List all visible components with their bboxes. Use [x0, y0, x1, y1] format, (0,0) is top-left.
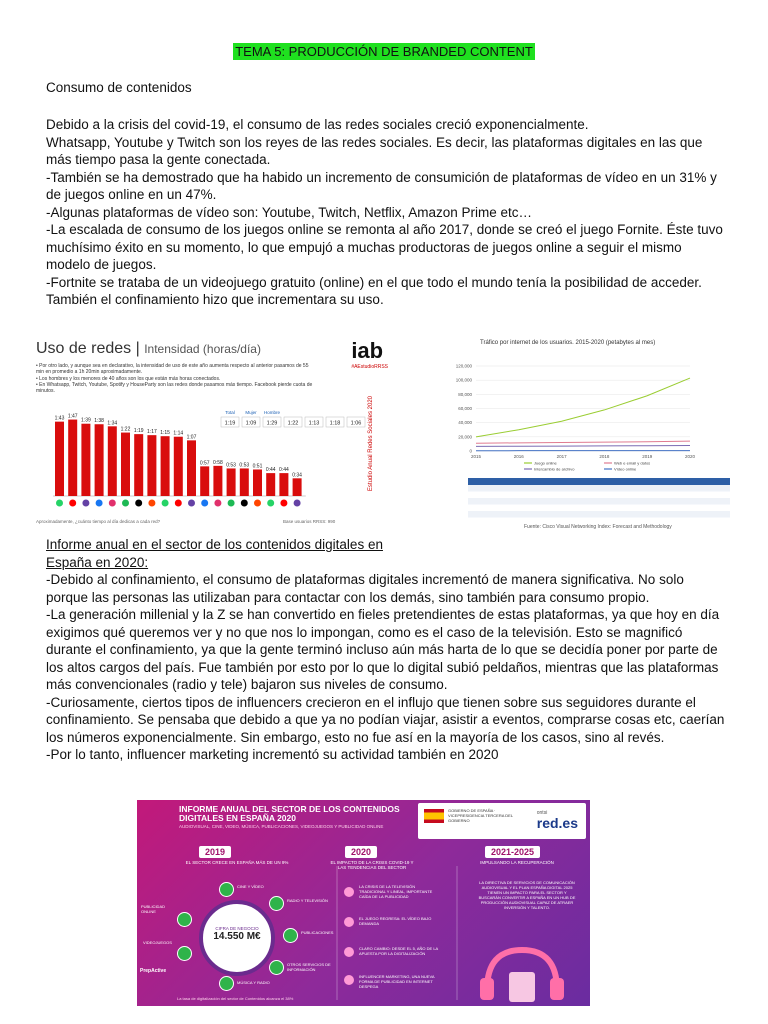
- megaphone-icon: [344, 975, 354, 985]
- figure2-line-chart: [428, 336, 736, 532]
- paragraph: -También se ha demostrado que ha habido un incremento de consumición de plataformas de vídeo en un 31% y de juegos online en un 47%.: [46, 169, 717, 202]
- legend-label: Juego online: [534, 460, 557, 466]
- social-network-icon: [201, 500, 208, 507]
- device-icon: [344, 947, 354, 957]
- paragraph: Whatsapp, Youtube y Twitch son los reyes de las redes sociales. Es decir, las plataformas digitales en las que más tiempo pasa la gente conectada.: [46, 134, 703, 167]
- social-network-icon: [241, 500, 248, 507]
- internet-traffic-figure: [428, 336, 736, 532]
- paragraph: -Debido al confinamiento, el consumo de plataformas digitales incrementó de manera significativa. No solo porque las personas las utilizaban para contactar con los demás, sino también para consumo propio.: [46, 572, 684, 605]
- tv-icon: [344, 887, 354, 897]
- series-line: [476, 378, 690, 437]
- figure1-bar-chart: [33, 336, 396, 528]
- social-network-icon: [294, 500, 301, 507]
- table-row: [468, 498, 730, 505]
- prepactive-logo: PrepActive: [140, 968, 167, 974]
- bullet-text: Por otro lado, y aunque sea en declarativo, la intensidad de uso de este año aumenta respecto al anterior pasamos de 55 min en promedio a 1h 20min aproximadamente.: [36, 363, 309, 376]
- document-title: [0, 43, 768, 61]
- play-icon: [344, 917, 354, 927]
- paragraph: -Algunas plataformas de vídeo son: Youtube, Twitch, Netflix, Amazon Prime etc…: [46, 204, 533, 220]
- y-tick-label: 80,000: [458, 391, 472, 397]
- social-network-icon: [188, 500, 195, 507]
- social-network-icon: [135, 500, 142, 507]
- bar: [147, 435, 156, 496]
- node-label: CINE Y VÍDEO: [237, 884, 264, 889]
- bar: [174, 437, 183, 496]
- bar: [81, 424, 90, 496]
- section2-body: [46, 536, 726, 764]
- bar: [55, 422, 64, 496]
- bar: [240, 468, 249, 496]
- series-line: [476, 441, 690, 443]
- node-label: PUBLICIDAD ONLINE: [141, 904, 166, 914]
- figure1-subtitle: Intensidad (horas/día): [144, 342, 261, 356]
- figure2-title: Tráfico por internet de los usuarios. 2015-2020 (petabytes al mes): [480, 340, 656, 346]
- section1-heading: Consumo de contenidos: [46, 80, 192, 95]
- paragraph: -La generación millenial y la Z se han convertido en fieles pretendientes de estas plataformas, ya que hoy en día exigimos qué queremos ver y no que nos lo impongan, como es el caso de la televisión. Esto se magnificó durante el confinamiento, ya que la gente terminó incluso aún más harta de lo que se decidía poner por parte de los altos cargos del país. Fue también por esto por lo que lo digital subió peldaños, mientras que las plataformas más convencionales (radio y tele) bajaron sus niveles de consumo.: [46, 607, 720, 692]
- bullet: • Los hombres y los menores de 40 años son los que están más horas conectados.: [36, 375, 221, 382]
- series-line: [476, 446, 690, 447]
- blurb-vod: EL JUEGO REGRESA: EL VÍDEO BAJO DEMANDA: [359, 916, 432, 926]
- y-tick-label: 100,000: [455, 377, 472, 383]
- x-tick-label: 2018: [599, 454, 610, 459]
- bar-value-label: 0:34: [292, 472, 302, 479]
- caption-covid-impact: EL IMPACTO DE LA CRISIS COVID-19 Y LAS TENDENCIAS DEL SECTOR: [330, 860, 414, 870]
- table-row: [468, 505, 730, 512]
- paragraph: -Curiosamente, ciertos tipos de influencers crecieron en el influjo que tienen sobre sus seguidores durante el confinamiento. Se pensaba que debido a que ya no podían viajar, asistir a eventos, comprarse cosas etc, caerían los números exponencialmente. Sin embargo, esto no fue así en la mayoría de los casos, sino al revés.: [46, 694, 725, 745]
- bar-value-label: 0:44: [265, 467, 276, 474]
- node-label: VIDEOJUEGOS: [143, 940, 172, 945]
- social-network-icon: [162, 500, 169, 507]
- bar: [266, 473, 275, 496]
- bar-value-label: 1:19: [133, 428, 144, 435]
- iab-logo-sub: #AEstudioRRSS: [351, 364, 388, 370]
- bar-value-label: 1:14: [173, 430, 184, 437]
- y-tick-label: 40,000: [458, 420, 472, 426]
- iab-logo-text: iab: [351, 338, 384, 363]
- figure2-source: Fuente: Cisco Visual Networking Index: Forecast and Methodology: [524, 524, 672, 530]
- year-badge-2021-2025: 2021-2025: [485, 846, 540, 858]
- infographic-title: INFORME ANUAL DEL SECTOR DE LOS CONTENIDOS DIGITALES EN ESPAÑA 2020: [179, 804, 400, 823]
- bar-value-label: 1:34: [107, 420, 118, 427]
- bar-value-label: 1:07: [186, 434, 197, 441]
- node-label: RADIO Y TELEVISIÓN: [287, 898, 328, 903]
- bar-value-label: 0:53: [226, 462, 236, 469]
- social-network-icon: [56, 500, 63, 507]
- summary-value: 1:09: [245, 420, 257, 427]
- social-network-icon: [122, 500, 129, 507]
- x-tick-label: 2015: [470, 454, 482, 459]
- bar-value-label: 1:43: [54, 415, 65, 422]
- social-network-icon: [214, 500, 221, 507]
- bar-value-label: 0:58: [213, 459, 223, 466]
- bar: [200, 466, 209, 496]
- x-tick-label: 2020: [684, 454, 696, 459]
- bar: [293, 478, 302, 496]
- y-tick-label: 120,000: [455, 363, 472, 369]
- social-network-icon: [96, 500, 103, 507]
- summary-value: 1:22: [287, 420, 299, 427]
- summary-label: Mujer: [245, 410, 257, 415]
- legend-label: Vídeo online: [614, 466, 637, 472]
- table-row: [468, 511, 730, 518]
- bar-value-label: 0:57: [199, 460, 210, 467]
- bar: [161, 436, 170, 496]
- caption-growth: EL SECTOR CRECE EN ESPAÑA MÁS DE UN 9%: [185, 860, 289, 865]
- table-row: [468, 485, 730, 492]
- paragraph: -La escalada de consumo de los juegos online se remonta al año 2017, donde se creó el juego Fornite. Éste tuvo muchísimo éxito en su momento, lo que empujó a muchas productoras de juegos online a seguir el mismo modelo de juegos.: [46, 222, 723, 272]
- social-network-icon: [267, 500, 274, 507]
- summary-value: 1:13: [308, 420, 320, 427]
- bar: [95, 424, 104, 496]
- figure1-side-label: Estudio Anual Redes Sociales 2020: [368, 396, 374, 492]
- node-label: PUBLICACIONES: [301, 930, 334, 935]
- figure1-footer: Aproximadamente, ¿cuánto tiempo al día dedicas a cada red?: [36, 519, 161, 524]
- social-media-usage-figure: [33, 336, 396, 528]
- figure1-title: Uso de redes: [36, 340, 132, 357]
- summary-value: 1:19: [224, 420, 236, 427]
- x-tick-label: 2017: [556, 454, 567, 459]
- bar: [68, 420, 77, 496]
- bullet: • Por otro lado, y aunque sea en declarativo, la intensidad de uso de este año aumenta respecto al anterior pasamos de 55 min en promedio a 1h 20min aproximadamente.: [36, 363, 309, 376]
- bar-value-label: 1:15: [160, 430, 170, 437]
- bar: [134, 434, 143, 496]
- ontsi-label: ontsi: [536, 810, 548, 816]
- bar: [279, 473, 288, 496]
- node-label: OTROS SERVICIOS DE INFORMACIÓN: [287, 962, 331, 972]
- legend-label: Web e email y datos: [614, 460, 651, 466]
- document-title-text: TEMA 5: PRODUCCIÓN DE BRANDED CONTENT: [235, 44, 533, 59]
- social-network-icon: [280, 500, 287, 507]
- figure1-heading: Uso de redes | Intensidad (horas/día): [36, 340, 261, 357]
- y-tick-label: 20,000: [458, 434, 472, 440]
- government-text: GOBIERNO DE ESPAÑA · VICEPRESIDENCIA TERCERA DEL GOBIERNO: [448, 808, 513, 823]
- summary-label: Hombre: [263, 410, 281, 415]
- section2-heading: Informe anual en el sector de los contenidos digitales en España en 2020:: [46, 537, 383, 570]
- hub-label: CIFRA DE NEGOCIO: [215, 926, 259, 931]
- infographic-subtitle: AUDIOVISUAL, CINE, VIDEO, MÚSICA, PUBLICACIONES, VIDEOJUEGOS Y PUBLICIDAD ONLINE: [179, 824, 384, 829]
- bullet: • En Whatsapp, Twitch, Youtube, Spotify y HouseParty son las redes donde pasamos más tiempo. Facebook pierde cuota de minutos.: [36, 381, 313, 395]
- x-tick-label: 2019: [642, 454, 653, 459]
- digital-content-report-infographic: [137, 800, 590, 1006]
- bar-value-label: 1:22: [120, 426, 131, 433]
- bar: [227, 468, 236, 496]
- bar-value-label: 1:47: [67, 413, 78, 420]
- blurb-recovery: LA DIRECTIVA DE SERVICIOS DE COMUNICACIÓN AUDIOVISUAL Y EL PLAN ESPAÑA DIGITAL 2025 TIENEN UN IMPACTO PARA EL SECTOR Y BUSCARÁN CONVERTIR A ESPAÑA EN UN HUB DE PRODUCCIÓN AUDIOVISUAL CAPAZ DE ATRAER INVERSIÓN Y TALENTO.: [478, 880, 576, 910]
- headphones-icon: [480, 950, 564, 1002]
- infographic-decorations: [137, 800, 590, 1006]
- bar-value-label: 0:53: [239, 462, 250, 469]
- social-network-icon: [109, 500, 116, 507]
- year-badge-2020: 2020: [345, 846, 377, 858]
- social-network-icon: [69, 500, 76, 507]
- y-tick-label: 60,000: [458, 406, 472, 411]
- bullet-text: En Whatsapp, Twitch, Youtube, Spotify y HouseParty son las redes donde pasamos más tiempo. Facebook pierde cuota de minutos.: [36, 381, 313, 395]
- social-network-icon: [254, 500, 261, 507]
- section1-body: [46, 116, 726, 309]
- bar-value-label: 1:38: [94, 418, 104, 425]
- social-network-icon: [148, 500, 155, 507]
- legend-label: Intercambio de archivo: [534, 466, 575, 472]
- paragraph: -Fortnite se trataba de un videojuego gratuito (online) en el que todo el mundo tenía la posibilidad de acceder. También el confinamiento hizo que incrementara su uso.: [46, 274, 702, 307]
- summary-value: 1:29: [266, 420, 278, 427]
- bar-value-label: 0:51: [252, 463, 263, 470]
- bar-value-label: 1:39: [81, 417, 91, 424]
- bar: [253, 469, 262, 496]
- node-label: MÚSICA Y RADIO: [237, 980, 270, 985]
- table-row: [468, 492, 730, 499]
- blurb-digitalization: CLARO CAMBIO: DESDE EL 5, AÑO DE LA APUESTA POR LA DIGITALIZACIÓN: [359, 946, 438, 956]
- x-tick-label: 2016: [513, 454, 524, 459]
- blurb-tv-crisis: LA CRISIS DE LA TELEVISIÓN TRADICIONAL Y LINEAL, IMPORTANTE CAÍDA DE LA PUBLICIDAD: [359, 884, 433, 899]
- bar: [108, 426, 117, 496]
- redes-logo-text: red.es: [536, 815, 578, 831]
- year-badge-2019: 2019: [199, 846, 231, 858]
- bar: [121, 433, 130, 496]
- bar: [187, 440, 196, 496]
- bar-value-label: 0:44: [279, 467, 289, 474]
- hub-value: 14.550 M€: [213, 931, 261, 942]
- blurb-influencer: INFLUENCER MARKETING, UNA NUEVA FORMA DE PUBLICIDAD EN INTERNET DESPEGA: [359, 974, 435, 989]
- social-network-icon: [175, 500, 182, 507]
- table-header: [468, 478, 730, 485]
- infographic-footer: La tasa de digitalización del sector de Contenidos alcanza el 38%: [177, 996, 294, 1001]
- summary-label: Total: [225, 410, 235, 415]
- paragraph: Debido a la crisis del covid-19, el consumo de las redes sociales creció exponencialmente.: [46, 117, 589, 132]
- paragraph: -Por lo tanto, influencer marketing incrementó su actividad también en 2020: [46, 747, 499, 762]
- caption-recovery: IMPULSANDO LA RECUPERACIÓN: [480, 860, 554, 865]
- y-tick-label: 0: [469, 448, 472, 454]
- summary-value: 1:06: [350, 420, 362, 427]
- bar: [213, 466, 222, 496]
- bar-value-label: 1:17: [147, 429, 157, 436]
- summary-value: 1:18: [329, 420, 341, 427]
- social-network-icon: [228, 500, 235, 507]
- social-network-icon: [82, 500, 89, 507]
- figure1-footer-base: Base usuarios RRSS: 990: [283, 519, 336, 524]
- bullet-text: Los hombres y los menores de 40 años son los que están más horas conectados.: [39, 375, 221, 382]
